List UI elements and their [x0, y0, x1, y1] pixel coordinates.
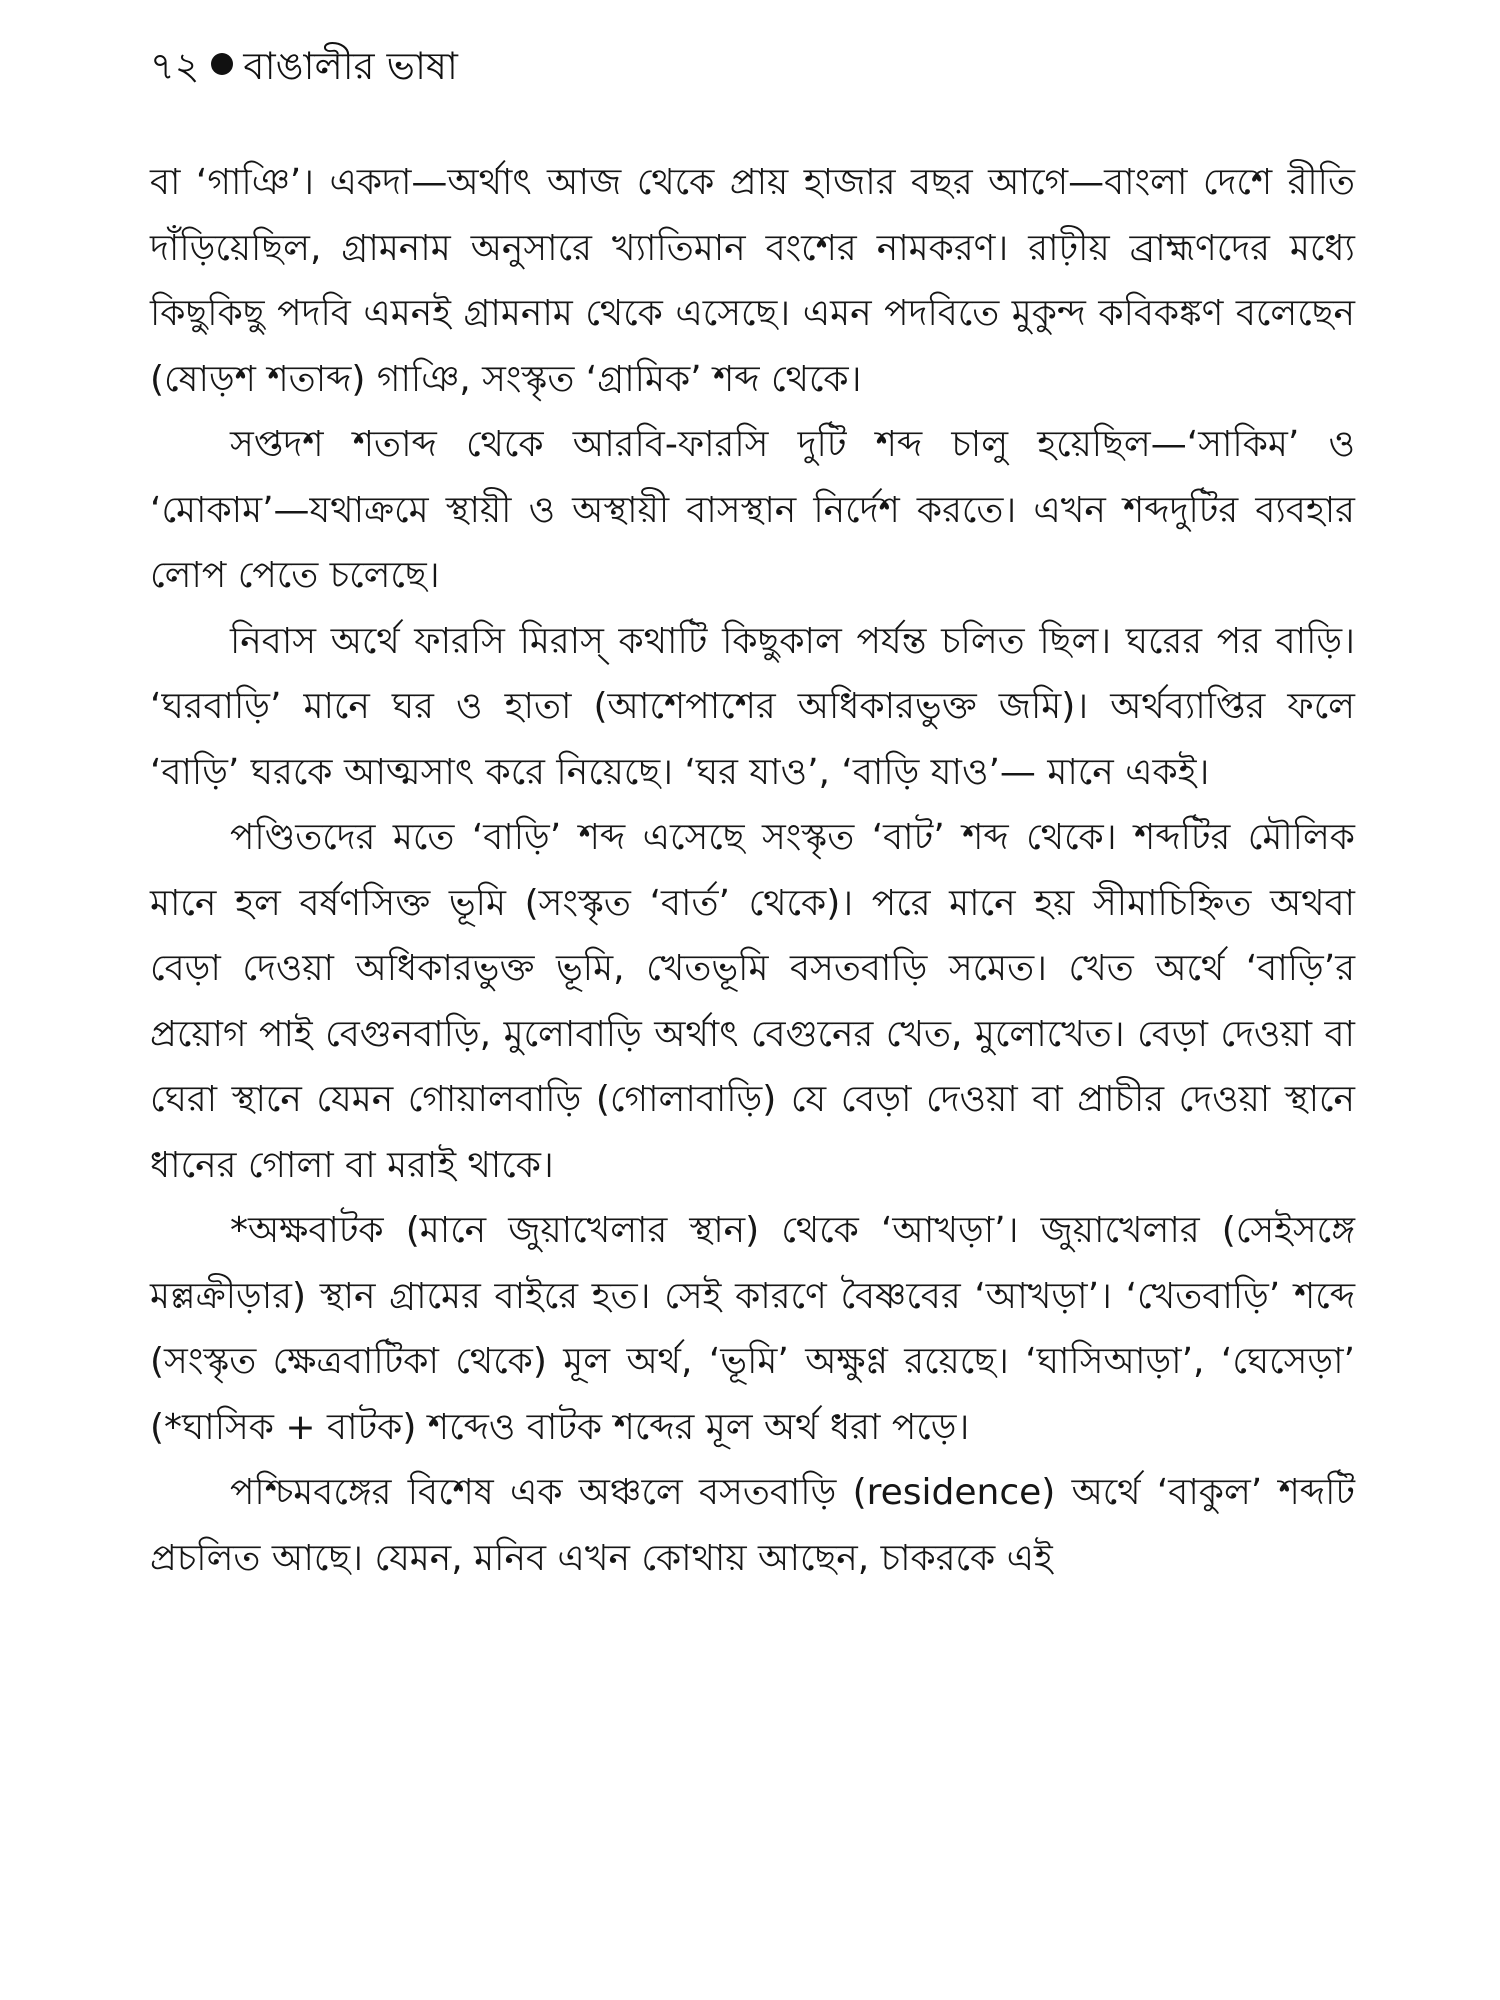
paragraph-1: বা ‘গাঞি’। একদা—অর্থাৎ আজ থেকে প্রায় হাজার বছর আগে—বাংলা দেশে রীতি দাঁড়িয়েছিল, গ্রামনাম অনুসারে খ্যাতিমান বংশের নামকরণ। রাঢ়ীয় ব্রাহ্মণদের মধ্যে কিছুকিছু পদবি এমনই গ্রামনাম থেকে এসেছে। এমন পদবিতে মুকুন্দ কবিকঙ্কণ বলেছেন (ষোড়শ শতাব্দ) গাঞি, সংস্কৃত ‘গ্রামিক’ শব্দ থেকে। [150, 162, 1355, 400]
body-text [150, 150, 1355, 1591]
paragraph-2: সপ্তদশ শতাব্দ থেকে আরবি-ফারসি দুটি শব্দ চালু হয়েছিল—‘সাকিম’ ও ‘মোকাম’—যথাক্রমে স্থায়ী ও অস্থায়ী বাসস্থান নির্দেশ করতে। এখন শব্দদুটির ব্যবহার লোপ পেতে চলেছে। [150, 424, 1355, 596]
paragraph-3: নিবাস অর্থে ফারসি মিরাস্‌ কথাটি কিছুকাল পর্যন্ত চলিত ছিল। ঘরের পর বাড়ি। ‘ঘরবাড়ি’ মানে ঘর ও হাতা (আশেপাশের অধিকারভুক্ত জমি)। অর্থব্যাপ্তির ফলে ‘বাড়ি’ ঘরকে আত্মসাৎ করে নিয়েছে। ‘ঘর যাও’, ‘বাড়ি যাও’— মানে একই। [150, 620, 1355, 793]
book-title: বাঙালীর ভাষা [243, 44, 458, 88]
paragraph-5: *অক্ষবাটক (মানে জুয়াখেলার স্থান) থেকে ‘আখড়া’। জুয়াখেলার (সেইসঙ্গে মল্লক্রীড়ার) স্থান গ্রামের বাইরে হত। সেই কারণে বৈষ্ণবের ‘আখড়া’। ‘খেতবাড়ি’ শব্দে (সংস্কৃত ক্ষেত্রবাটিকা থেকে) মূল অর্থ, ‘ভূমি’ অক্ষুণ্ণ রয়েছে। ‘ঘাসিআড়া’, ‘ঘেসেড়া’ (*ঘাসিক + বাটক) শব্দেও বাটক শব্দের মূল অর্থ ধরা পড়ে। [150, 1210, 1355, 1448]
bullet-icon [211, 53, 233, 75]
paragraph-6: পশ্চিমবঙ্গের বিশেষ এক অঞ্চলে বসতবাড়ি (residence) অর্থে ‘বাকুল’ শব্দটি প্রচলিত আছে। যেমন, মনিব এখন কোথায় আছেন, চাকরকে এই [150, 1472, 1355, 1579]
paragraph-4: পণ্ডিতদের মতে ‘বাড়ি’ শব্দ এসেছে সংস্কৃত ‘বাট’ শব্দ থেকে। শব্দটির মৌলিক মানে হল বর্ষণসিক্ত ভূমি (সংস্কৃত ‘বার্ত’ থেকে)। পরে মানে হয় সীমাচিহ্নিত অথবা বেড়া দেওয়া অধিকারভুক্ত ভূমি, খেতভূমি বসতবাড়ি সমেত। খেত অর্থে ‘বাড়ি’র প্রয়োগ পাই বেগুনবাড়ি, মুলোবাড়ি অর্থাৎ বেগুনের খেত, মুলোখেত। বেড়া দেওয়া বা ঘেরা স্থানে যেমন গোয়ালবাড়ি (গোলাবাড়ি) যে বেড়া দেওয়া বা প্রাচীর দেওয়া স্থানে ধানের গোলা বা মরাই থাকে। [150, 817, 1355, 1186]
page-number: ৭২ [150, 44, 200, 88]
running-head [150, 38, 458, 94]
